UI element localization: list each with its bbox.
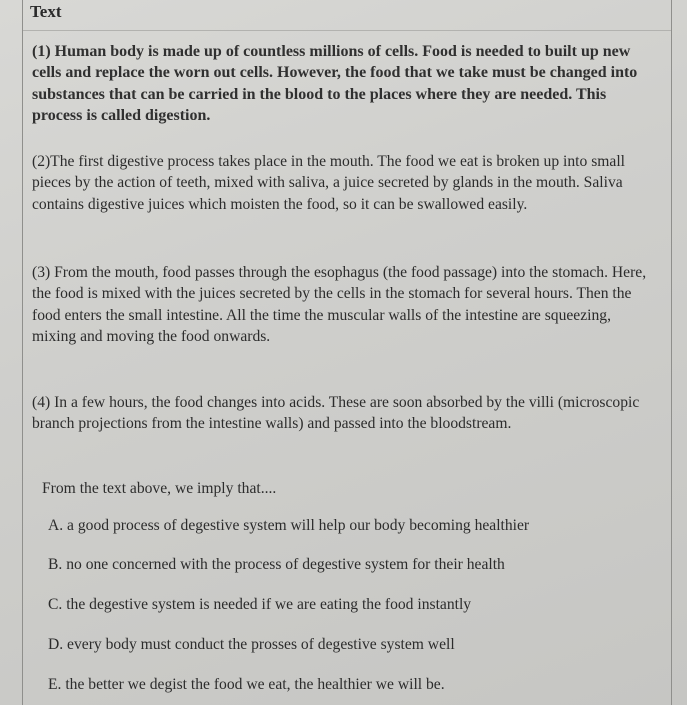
option-a[interactable]: A. a good process of degestive system will help our body becoming healthier — [48, 517, 530, 534]
option-e[interactable]: E. the better we degist the food we eat, the healthier we will be. — [48, 676, 445, 693]
paragraph-3: (3) From the mouth, food passes through the esophagus (the food passage) into the stomach. Here, the food is mixed with the juices secreted by the cells in the stomach for several hours. Then the food enters the small intestine. All the time the muscular walls of the intestine are squeezing, mixing and moving the food onwards. — [32, 264, 647, 345]
paragraph-2: (2)The first digestive process takes place in the mouth. The food we eat is broken up into small pieces by the action of teeth, mixed with saliva, a juice secreted by glands in the mouth. Saliva contains digestive juices which moisten the food, so it can be swallowed easily. — [32, 153, 625, 213]
page-title: Text — [30, 2, 62, 21]
option-d[interactable]: D. every body must conduct the prosses of degestive system well — [48, 636, 455, 653]
option-c[interactable]: C. the degestive system is needed if we are eating the food instantly — [48, 596, 472, 613]
paragraph-1: (1) Human body is made up of countless millions of cells. Food is needed to built up new cells and replace the worn out cells. However, the food that we take must be changed into substances that can be carried in the blood to the places where they are needed. This process is called digestion. — [32, 43, 638, 124]
question-prompt: From the text above, we imply that.... — [42, 480, 277, 497]
paragraph-4: (4) In a few hours, the food changes into acids. These are soon absorbed by the villi (microscopic branch projections from the intestine walls) and passed into the bloodstream. — [32, 394, 640, 433]
divider — [23, 30, 671, 31]
option-b[interactable]: B. no one concerned with the process of degestive system for their health — [48, 556, 505, 573]
